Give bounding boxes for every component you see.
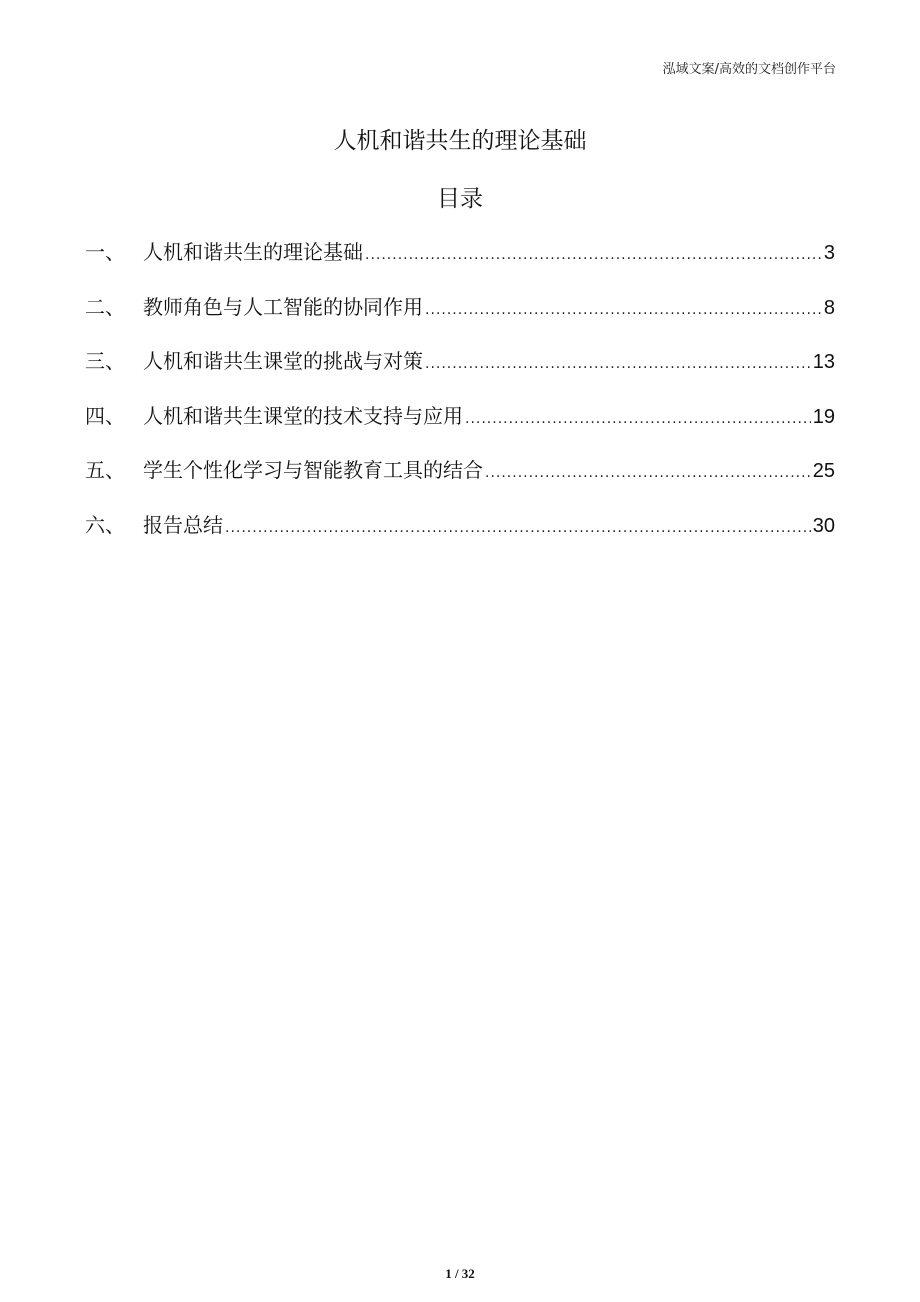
toc-title: 人机和谐共生课堂的技术支持与应用 [143,403,463,428]
toc-entry[interactable] [85,291,835,346]
toc-number: 一、 [85,240,125,264]
toc-page: 19 [812,405,835,428]
toc-number: 三、 [85,349,125,373]
toc-title: 教师角色与人工智能的协同作用 [143,294,423,319]
toc-entry[interactable] [85,454,835,509]
dot-leader [365,247,822,263]
toc-page: 25 [812,460,835,482]
toc-entry[interactable] [85,236,835,291]
page-header: 泓域文案/高效的文档创作平台 [662,62,836,77]
document-title: 人机和谐共生的理论基础 [333,128,587,154]
dot-leader [425,356,811,372]
toc-entry[interactable] [85,509,835,564]
toc-number: 五、 [85,458,125,482]
toc-entry[interactable] [85,345,835,400]
toc-page: 8 [823,296,835,319]
toc-title: 学生个性化学习与智能教育工具的结合 [143,458,483,482]
toc-title: 人机和谐共生的理论基础 [143,240,363,264]
toc-page: 3 [823,242,835,264]
page-number: 1 / 32 [445,1266,475,1281]
toc-number: 四、 [85,403,125,428]
toc-page: 30 [812,514,835,537]
table-of-contents [85,236,835,563]
toc-title: 人机和谐共生课堂的挑战与对策 [143,349,423,373]
dot-leader [425,302,822,318]
toc-number: 六、 [85,512,125,537]
toc-heading: 目录 [437,186,483,212]
toc-entry[interactable] [85,400,835,455]
toc-title: 报告总结 [143,512,223,537]
dot-leader [485,465,811,481]
dot-leader [225,520,811,536]
dot-leader [465,411,811,427]
toc-number: 二、 [85,294,125,319]
toc-page: 13 [812,351,835,373]
